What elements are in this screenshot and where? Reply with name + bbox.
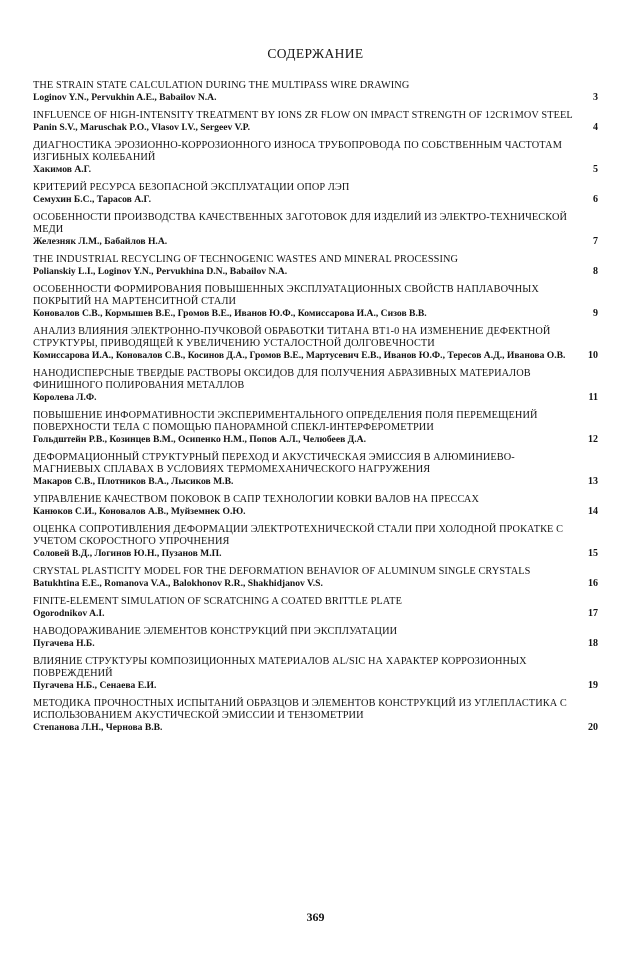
entry-title: АНАЛИЗ ВЛИЯНИЯ ЭЛЕКТРОННО-ПУЧКОВОЙ ОБРАБОТКИ ТИТАНА ВТ1-0 НА ИЗМЕНЕНИЕ ДЕФЕКТНОЙ СТРУКТУРЫ, ПРИВОДЯЩЕЙ К УВЕЛИЧЕНИЮ УСТАЛОСТНОЙ ДОЛГОВЕЧНОСТИ [33, 326, 551, 349]
entry-authors: Коновалов С.В., Кормышев В.Е., Громов В.Е., Иванов Ю.Ф., Комиссарова И.А., Сизов В.В. [33, 308, 427, 319]
entry-authors: Железняк Л.М., Бабайлов Н.А. [33, 236, 168, 247]
toc-entry [33, 596, 598, 620]
entry-authors: Пугачева Н.Б. [33, 638, 95, 649]
toc-entry [33, 410, 598, 446]
toc-entry [33, 656, 598, 692]
entry-authors: Семухин Б.С., Тарасов А.Г. [33, 194, 151, 205]
entry-title: УПРАВЛЕНИЕ КАЧЕСТВОМ ПОКОВОК В САПР ТЕХНОЛОГИИ КОВКИ ВАЛОВ НА ПРЕССАХ [33, 494, 480, 505]
entry-page-number: 14 [588, 506, 598, 517]
toc-entry [33, 626, 598, 650]
entry-title: ОСОБЕННОСТИ ПРОИЗВОДСТВА КАЧЕСТВЕННЫХ ЗАГОТОВОК ДЛЯ ИЗДЕЛИЙ ИЗ ЭЛЕКТРО-ТЕХНИЧЕСКОЙ МЕДИ [33, 212, 568, 235]
entry-page-number: 3 [593, 92, 598, 103]
entry-title: НАВОДОРАЖИВАНИЕ ЭЛЕМЕНТОВ КОНСТРУКЦИЙ ПРИ ЭКСПЛУАТАЦИИ [33, 626, 398, 637]
entry-authors: Макаров С.В., Плотников В.А., Лысиков М.В. [33, 476, 234, 487]
entry-authors: Loginov Y.N., Pervukhin A.E., Babailov N.A. [33, 92, 217, 103]
table-of-contents [33, 80, 598, 740]
entry-page-number: 18 [588, 638, 598, 649]
entry-page-number: 15 [588, 548, 598, 559]
entry-authors: Соловей В.Д., Логинов Ю.Н., Пузанов М.П. [33, 548, 222, 559]
entry-page-number: 13 [588, 476, 598, 487]
entry-page-number: 10 [588, 350, 598, 361]
toc-entry [33, 494, 598, 518]
entry-title: CRYSTAL PLASTICITY MODEL FOR THE DEFORMATION BEHAVIOR OF ALUMINUM SINGLE CRYSTALS [33, 566, 531, 577]
entry-title: ОЦЕНКА СОПРОТИВЛЕНИЯ ДЕФОРМАЦИИ ЭЛЕКТРОТЕХНИЧЕСКОЙ СТАЛИ ПРИ ХОЛОДНОЙ ПРОКАТКЕ С УЧЕТОМ СКОРОСТНОГО УПРОЧНЕНИЯ [33, 524, 564, 547]
entry-page-number: 9 [593, 308, 598, 319]
entry-authors: Batukhtina E.E., Romanova V.A., Balokhonov R.R., Shakhidjanov V.S. [33, 578, 323, 589]
entry-title: НАНОДИСПЕРСНЫЕ ТВЕРДЫЕ РАСТВОРЫ ОКСИДОВ ДЛЯ ПОЛУЧЕНИЯ АБРАЗИВНЫХ МАТЕРИАЛОВ ФИНИШНОГО ПОЛИРОВАНИЯ МЕТАЛЛОВ [33, 368, 531, 391]
toc-entry [33, 698, 598, 734]
entry-page-number: 12 [588, 434, 598, 445]
entry-title: FINITE-ELEMENT SIMULATION OF SCRATCHING A COATED BRITTLE PLATE [33, 596, 402, 607]
entry-page-number: 17 [588, 608, 598, 619]
entry-page-number: 7 [593, 236, 598, 247]
toc-entry [33, 284, 598, 320]
entry-page-number: 16 [588, 578, 598, 589]
toc-entry [33, 524, 598, 560]
entry-title: ДЕФОРМАЦИОННЫЙ СТРУКТУРНЫЙ ПЕРЕХОД И АКУСТИЧЕСКАЯ ЭМИССИЯ В АЛЮМИНИЕВО-МАГНИЕВЫХ СПЛАВАХ В УСЛОВИЯХ ТЕРМОМЕХАНИЧЕСКОГО НАГРУЖЕНИЯ [33, 452, 515, 475]
entry-page-number: 19 [588, 680, 598, 691]
toc-entry [33, 110, 598, 134]
entry-authors: Polianskiy L.I., Loginov Y.N., Pervukhina D.N., Babailov N.A. [33, 266, 288, 277]
toc-entry [33, 212, 598, 248]
page-title: СОДЕРЖАНИЕ [267, 46, 364, 61]
toc-entry [33, 326, 598, 362]
entry-page-number: 11 [588, 392, 598, 403]
entry-title: THE STRAIN STATE CALCULATION DURING THE MULTIPASS WIRE DRAWING [33, 80, 410, 91]
entry-page-number: 4 [593, 122, 598, 133]
entry-authors: Канюков С.И., Коновалов А.В., Муйземнек О.Ю. [33, 506, 246, 517]
entry-authors: Panin S.V., Maruschak P.O., Vlasov I.V., Sergeev V.P. [33, 122, 250, 133]
entry-title: ДИАГНОСТИКА ЭРОЗИОННО-КОРРОЗИОННОГО ИЗНОСА ТРУБОПРОВОДА ПО СОБСТВЕННЫМ ЧАСТОТАМ ИЗГИБНЫХ КОЛЕБАНИЙ [33, 140, 562, 163]
entry-title: THE INDUSTRIAL RECYCLING OF TECHNOGENIC WASTES AND MINERAL PROCESSING [33, 254, 459, 265]
entry-authors: Степанова Л.Н., Чернова В.В. [33, 722, 163, 733]
entry-authors: Пугачева Н.Б., Сенаева Е.И. [33, 680, 157, 691]
entry-authors: Гольдштейн Р.В., Козинцев В.М., Осипенко Н.М., Попов А.Л., Челюбеев Д.А. [33, 434, 366, 445]
entry-title: ПОВЫШЕНИЕ ИНФОРМАТИВНОСТИ ЭКСПЕРИМЕНТАЛЬНОГО ОПРЕДЕЛЕНИЯ ПОЛЯ ПЕРЕМЕЩЕНИЙ ПОВЕРХНОСТИ ТЕЛА С ПОМОЩЬЮ ПАНОРАМНОЙ СПЕКЛ-ИНТЕРФЕРОМЕТРИИ [33, 410, 538, 433]
entry-authors: Королева Л.Ф. [33, 392, 97, 403]
entry-authors: Хакимов А.Г. [33, 164, 92, 175]
entry-title: ВЛИЯНИЕ СТРУКТУРЫ КОМПОЗИЦИОННЫХ МАТЕРИАЛОВ AL/SIC НА ХАРАКТЕР КОРРОЗИОННЫХ ПОВРЕЖДЕНИЙ [33, 656, 527, 679]
entry-page-number: 8 [593, 266, 598, 277]
entry-title: МЕТОДИКА ПРОЧНОСТНЫХ ИСПЫТАНИЙ ОБРАЗЦОВ И ЭЛЕМЕНТОВ КОНСТРУКЦИЙ ИЗ УГЛЕПЛАСТИКА С ИСПОЛЬЗОВАНИЕМ АКУСТИЧЕСКОЙ ЭМИССИИ И ТЕНЗОМЕТРИИ [33, 698, 567, 721]
toc-entry [33, 452, 598, 488]
toc-entry [33, 80, 598, 104]
page-number: 369 [306, 910, 325, 924]
toc-entry [33, 368, 598, 404]
entry-authors: Ogorodnikov A.I. [33, 608, 105, 619]
entry-page-number: 20 [588, 722, 598, 733]
toc-entry [33, 182, 598, 206]
toc-entry [33, 140, 598, 176]
toc-entry [33, 254, 598, 278]
entry-page-number: 6 [593, 194, 598, 205]
entry-title: ОСОБЕННОСТИ ФОРМИРОВАНИЯ ПОВЫШЕННЫХ ЭКСПЛУАТАЦИОННЫХ СВОЙСТВ НАПЛАВОЧНЫХ ПОКРЫТИЙ НА МАРТЕНСИТНОЙ СТАЛИ [33, 284, 539, 307]
entry-title: INFLUENCE OF HIGH-INTENSITY TREATMENT BY IONS ZR FLOW ON IMPACT STRENGTH OF 12CR1MOV STEEL [33, 110, 573, 121]
toc-entry [33, 566, 598, 590]
entry-title: КРИТЕРИЙ РЕСУРСА БЕЗОПАСНОЙ ЭКСПЛУАТАЦИИ ОПОР ЛЭП [33, 182, 350, 193]
entry-page-number: 5 [593, 164, 598, 175]
entry-authors: Комиссарова И.А., Коновалов С.В., Косинов Д.А., Громов В.Е., Мартусевич Е.В., Иванов Ю.Ф., Тересов А.Д., Иванова О.В. [33, 350, 566, 361]
